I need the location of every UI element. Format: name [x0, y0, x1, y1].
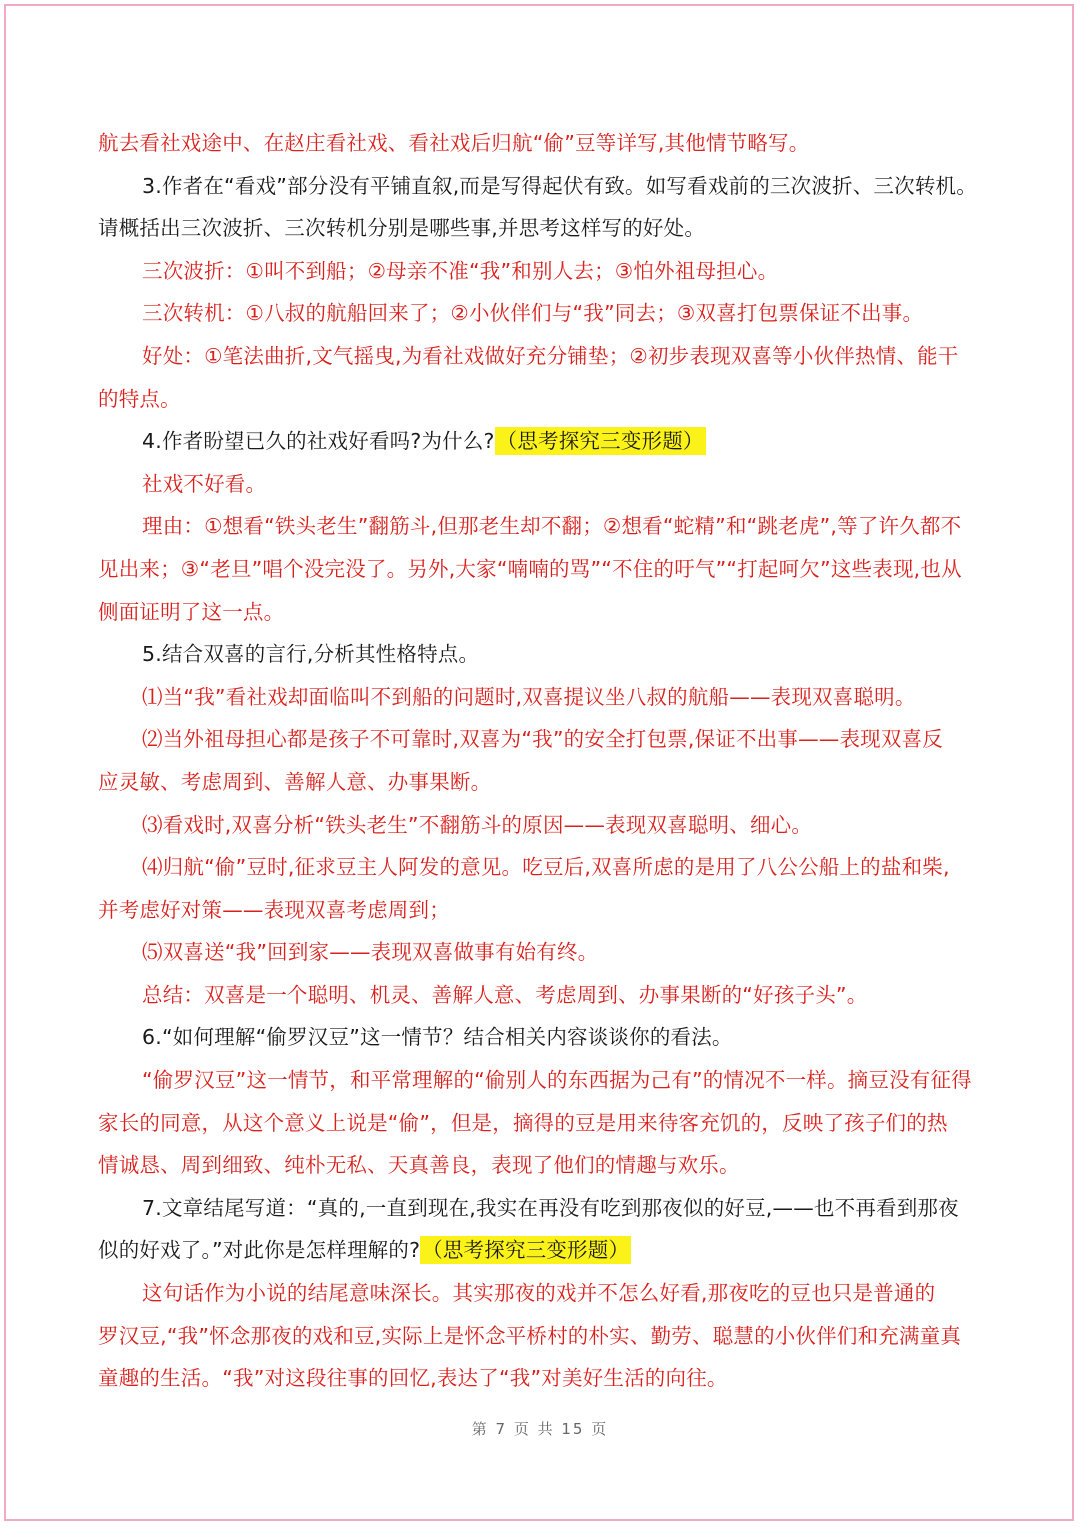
question-3-line: 3.作者在“看戏”部分没有平铺直叙,而是写得起伏有致。如写看戏前的三次波折、三次转机。 — [142, 173, 977, 198]
highlight-tag: （思考探究三变形题） — [496, 429, 704, 454]
highlight-tag: （思考探究三变形题） — [422, 1238, 630, 1263]
text-line: 航去看社戏途中、在赵庄看社戏、看社戏后归航“偷”豆等详写,其他情节略写。 — [98, 131, 810, 155]
answer-line: ⑴当“我”看社戏却面临叫不到船的问题时,双喜提议坐八叔的航船——表现双喜聪明。 — [142, 684, 916, 709]
document-body — [98, 122, 993, 1400]
text-line: 应灵敏、考虑周到、善解人意、办事果断。 — [98, 769, 492, 794]
text-line: 并考虑好对策——表现双喜考虑周到； — [98, 897, 450, 922]
text-line: 情诚恳、周到细致、纯朴无私、天真善良，表现了他们的情趣与欢乐。 — [98, 1153, 740, 1178]
answer-line: 好处：①笔法曲折,文气摇曳,为看社戏做好充分铺垫；②初步表现双喜等小伙伴热情、能干 — [142, 343, 959, 368]
question-7-line — [98, 1229, 993, 1272]
question-text: 似的好戏了。”对此你是怎样理解的? — [98, 1238, 421, 1263]
answer-line: 理由：①想看“铁头老生”翻筋斗,但那老生却不翻；②想看“蛇精”和“跳老虎”,等了许久都不 — [142, 514, 962, 539]
answer-line: ⑸双喜送“我”回到家——表现双喜做事有始有终。 — [142, 940, 599, 965]
text-line: 的特点。 — [98, 386, 181, 411]
text-line: 侧面证明了这一点。 — [98, 599, 285, 624]
answer-line: ⑶看戏时,双喜分析“铁头老生”不翻筋斗的原因——表现双喜聪明、细心。 — [142, 812, 813, 837]
page-number-footer: 第 7 页 共 15 页 — [471, 1420, 609, 1438]
answer-line: “偷罗汉豆”这一情节，和平常理解的“偷别人的东西据为己有”的情况不一样。摘豆没有征得 — [142, 1068, 972, 1093]
answer-line: ⑷归航“偷”豆时,征求豆主人阿发的意见。吃豆后,双喜所虑的是用了八公公船上的盐和柴, — [142, 855, 950, 880]
text-line: 家长的同意，从这个意义上说是“偷”，但是，摘得的豆是用来待客充饥的，反映了孩子们的热 — [98, 1110, 948, 1135]
text-line: 见出来；③“老旦”唱个没完没了。另外,大家“喃喃的骂”“不住的吁气”“打起呵欠”这些表现,也从 — [98, 556, 962, 581]
answer-line: 社戏不好看。 — [142, 471, 267, 496]
answer-line: 这句话作为小说的结尾意味深长。其实那夜的戏并不怎么好看,那夜吃的豆也只是普通的 — [142, 1281, 936, 1306]
answer-line: 三次转机：①八叔的航船回来了；②小伙伴们与“我”同去；③双喜打包票保证不出事。 — [142, 301, 924, 326]
answer-line: ⑵当外祖母担心都是孩子不可靠时,双喜为“我”的安全打包票,保证不出事——表现双喜反 — [142, 727, 943, 752]
text-line: 童趣的生活。“我”对这段往事的回忆,表达了“我”对美好生活的向往。 — [98, 1366, 728, 1391]
question-4-line — [98, 420, 993, 463]
answer-line: 三次波折：①叫不到船；②母亲不准“我”和别人去；③怕外祖母担心。 — [142, 258, 779, 283]
question-text: 4.作者盼望已久的社戏好看吗?为什么? — [142, 429, 495, 454]
text-line: 请概括出三次波折、三次转机分别是哪些事,并思考这样写的好处。 — [98, 216, 706, 241]
text-line: 罗汉豆,“我”怀念那夜的戏和豆,实际上是怀念平桥村的朴实、勤劳、聪慧的小伙伴们和充满童真 — [98, 1323, 962, 1348]
question-5-line: 5.结合双喜的言行,分析其性格特点。 — [142, 642, 480, 667]
answer-line: 总结：双喜是一个聪明、机灵、善解人意、考虑周到、办事果断的“好孩子头”。 — [142, 982, 868, 1007]
question-6-line: 6.“如何理解“偷罗汉豆”这一情节？结合相关内容谈谈你的看法。 — [142, 1025, 733, 1050]
question-7-line: 7.文章结尾写道：“真的,一直到现在,我实在再没有吃到那夜似的好豆,——也不再看到那夜 — [142, 1195, 959, 1220]
